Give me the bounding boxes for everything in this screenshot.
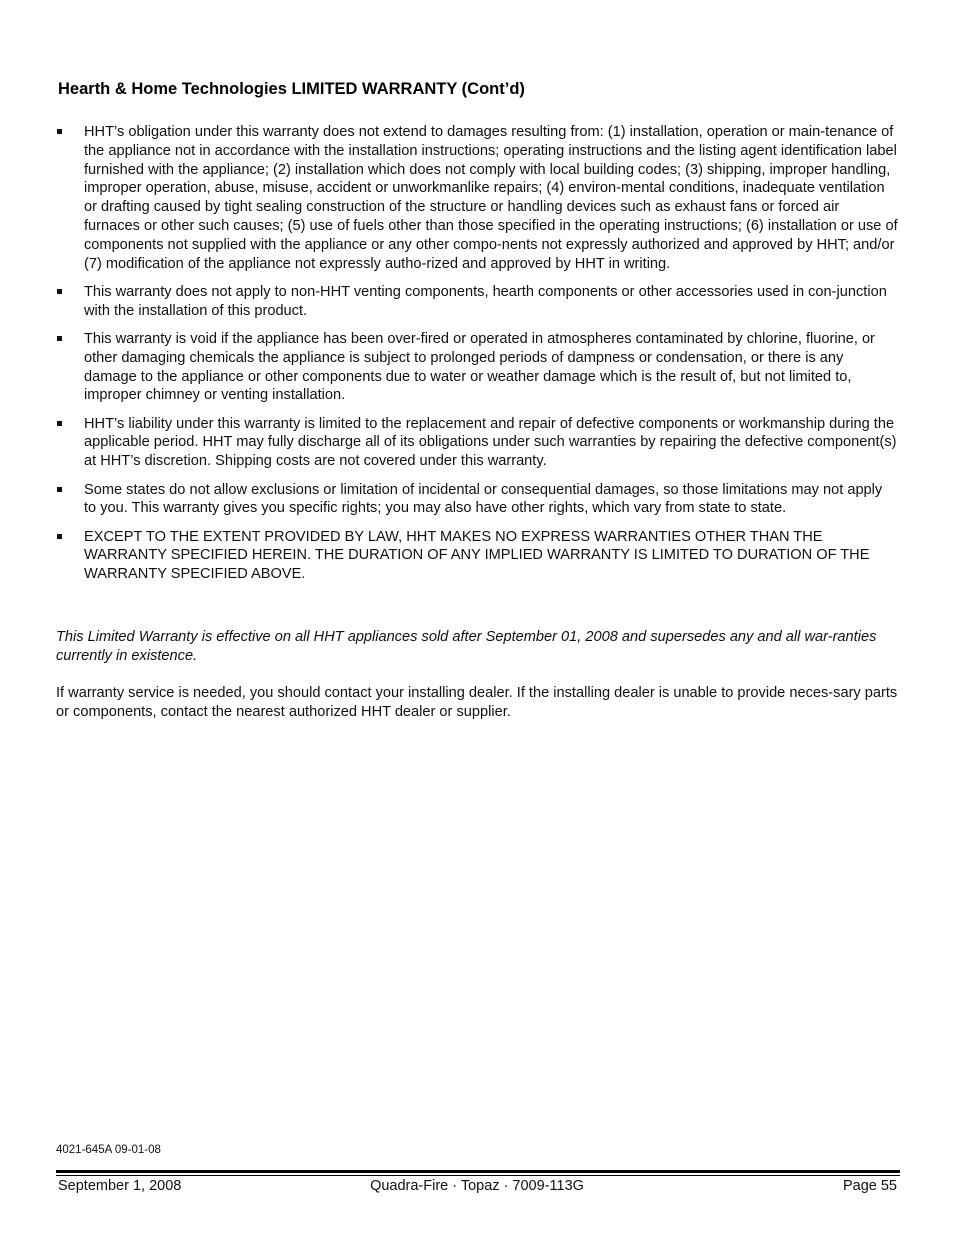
list-item-text: HHT’s obligation under this warranty does not extend to damages resulting from: (1) installation, operation or main-tenance of the appliance not in accordance with the installation instructions; operating instructions and the listing agent identification label furnished with the appliance; (2) installation which does not comply with local building codes; (3) shipping, improper handling, improper operation, abuse, misuse, accident or unworkmanlike repairs; (4) environ-mental conditions, inadequate ventilation or drafting caused by tight sealing construction of the structure or handling devices such as exhaust fans or forced air furnaces or other such causes; (5) use of fuels other than those specified in the operating instructions; (6) installation or use of components not supplied with the appliance or any other compo-nents not expressly authorized and approved by HHT; and/or (7) modification of the appliance not expressly autho-rized and approved by HHT in writing. bbox=[84, 124, 898, 272]
bullet-square-icon bbox=[57, 421, 62, 426]
list-item-text: This warranty is void if the appliance has been over-fired or operated in atmospheres contaminated by chlorine, fluorine, or other damaging chemicals the appliance is subject to prolonged periods of dampness or condensation, or there is any damage to the appliance or other components due to water or weather damage which is the result of, but not limited to, improper chimney or venting installation. bbox=[84, 330, 875, 404]
list-item bbox=[56, 123, 898, 273]
list-item bbox=[56, 528, 898, 584]
list-item-text: EXCEPT TO THE EXTENT PROVIDED BY LAW, HHT MAKES NO EXPRESS WARRANTIES OTHER THAN THE WARRANTY SPECIFIED HEREIN. THE DURATION OF ANY IMPLIED WARRANTY IS LIMITED TO DURATION OF THE WARRANTY SPECIFIED ABOVE. bbox=[84, 528, 870, 583]
section-heading: Hearth & Home Technologies LIMITED WARRANTY (Cont’d) bbox=[58, 80, 525, 98]
list-item-text: Some states do not allow exclusions or limitation of incidental or consequential damages, so those limitations may not apply to you. This warranty gives you specific rights; you may also have other rights, which vary from state to state. bbox=[84, 481, 883, 517]
document-number: 4021-645A 09-01-08 bbox=[56, 1144, 161, 1156]
warranty-service-note: If warranty service is needed, you should contact your installing dealer. If the installing dealer is unable to provide neces-sary parts or components, contact the nearest authorized HHT dealer or supplier. bbox=[56, 685, 898, 720]
warranty-exclusions-list bbox=[56, 123, 898, 594]
footer-divider-thin bbox=[56, 1175, 900, 1176]
list-item bbox=[56, 330, 898, 405]
footer-date: September 1, 2008 bbox=[58, 1178, 182, 1194]
bullet-square-icon bbox=[57, 487, 62, 492]
bullet-square-icon bbox=[57, 289, 62, 294]
list-item bbox=[56, 415, 898, 471]
list-item-text: HHT’s liability under this warranty is limited to the replacement and repair of defective components or workmanship during the applicable period. HHT may fully discharge all of its obligations under such warranties by repairing the defective component(s) at HHT’s discretion. Shipping costs are not covered under this warranty. bbox=[84, 415, 897, 470]
list-item bbox=[56, 481, 898, 519]
footer-page-number: Page 55 bbox=[842, 1178, 897, 1194]
list-item bbox=[56, 283, 898, 321]
footer-product: Quadra-Fire · Topaz · 7009-113G bbox=[370, 1178, 584, 1194]
bullet-square-icon bbox=[57, 129, 62, 134]
list-item-text: This warranty does not apply to non-HHT venting components, hearth components or other accessories used in con-junction with the installation of this product. bbox=[84, 283, 887, 319]
footer-divider-thick bbox=[56, 1170, 900, 1173]
effective-date-note: This Limited Warranty is effective on all HHT appliances sold after September 01, 2008 and supersedes any and all war-ranties currently in existence. bbox=[56, 629, 877, 664]
bullet-square-icon bbox=[57, 534, 62, 539]
bullet-square-icon bbox=[57, 336, 62, 341]
